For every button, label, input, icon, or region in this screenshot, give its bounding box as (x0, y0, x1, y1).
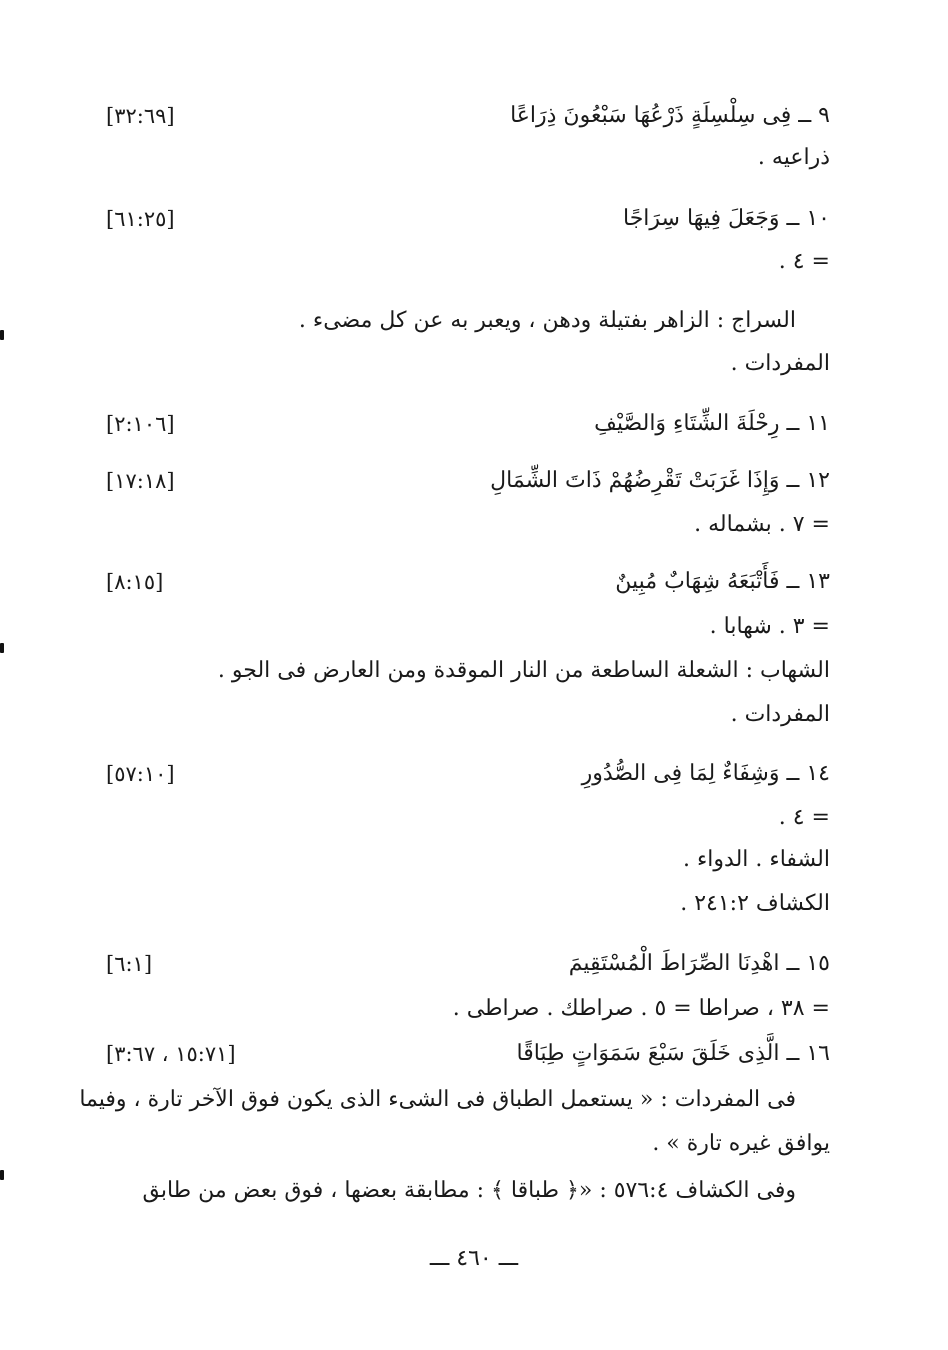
entry-10-ref: [٦١:٢٥] (106, 207, 175, 231)
entry-9-ref: [٣٢:٦٩] (106, 104, 175, 128)
entry-14-count-text: = ٤ . (778, 805, 830, 830)
page-number: ـــ ٤٦٠ ـــ (429, 1246, 519, 1271)
entry-10-source-text: المفردات . (730, 351, 830, 376)
entry-9-text: ٩ ــ فِى سِلْسِلَةٍ ذَرْعُهَا سَبْعُونَ ذِرَاعًا (510, 103, 830, 128)
entry-13-definition-text: الشهاب : الشعلة الساطعة من النار الموقدة ومن العارض فى الجو . (217, 658, 830, 683)
scan-mark (0, 643, 4, 653)
entry-14-definition-text: الشفاء . الدواء . (682, 847, 830, 872)
entry-12-count-text: = ٧ . بشماله . (694, 512, 830, 537)
entry-16-text: ١٦ ــ الَّذِى خَلَقَ سَبْعَ سَمَوَاتٍ طِبَاقًا (516, 1041, 830, 1066)
entry-14-ref: [٥٧:١٠] (106, 762, 175, 786)
entry-11-text: ١١ ــ رِحْلَةَ الشِّتَاءِ وَالصَّيْفِ (594, 411, 830, 436)
entry-15-text: ١٥ ــ اهْدِنَا الصِّرَاطَ الْمُسْتَقِيمَ (568, 951, 830, 976)
entry-15-ref: [٦:١] (106, 952, 153, 976)
entry-13-text: ١٣ ــ فَأَتْبَعَهُ شِهَابٌ مُبِينٌ (615, 569, 830, 594)
entry-15-count-text: = ٣٨ ، صراطا = ٥ . صراطك . صراطى . (452, 996, 830, 1021)
entry-10-text: ١٠ ــ وَجَعَلَ فِيهَا سِرَاجًا (623, 206, 830, 231)
entry-11-ref: [٢:١٠٦] (106, 412, 175, 436)
entry-13-count-text: = ٣ . شهابا . (709, 614, 830, 639)
entry-16-quote-cont-text: يوافق غيره تارة » . (652, 1131, 830, 1156)
entry-16-quote-text: فى المفردات : « يستعمل الطباق فى الشىء الذى يكون فوق الآخر تارة ، وفيما (79, 1087, 796, 1112)
entry-14-source-text: الكشاف ٢٤١:٢ . (680, 891, 830, 916)
entry-10-count-text: = ٤ . (778, 249, 830, 274)
scan-mark (0, 330, 4, 340)
entry-12-text: ١٢ ــ وَإِذَا غَرَبَتْ تَقْرِضُهُمْ ذَاتَ الشِّمَالِ (490, 468, 830, 493)
entry-12-ref: [١٧:١٨] (106, 469, 175, 493)
entry-16-ref: [٣:٦٧ ، ١٥:٧١] (106, 1042, 236, 1066)
entry-10-definition-text: السراج : الزاهر بفتيلة ودهن ، ويعبر به عن كل مضىء . (298, 308, 796, 333)
entry-9-note-text: ذراعيه . (757, 145, 830, 170)
entry-13-source-text: المفردات . (730, 702, 830, 727)
scan-mark (0, 1170, 4, 1180)
entry-14-text: ١٤ ــ وَشِفَاءٌ لِمَا فِى الصُّدُورِ (581, 761, 830, 786)
entry-13-ref: [٨:١٥] (106, 570, 164, 594)
entry-16-kashshaf-text: وفى الكشاف ٥٧٦:٤ : «﴿ طباقا ﴾ : مطابقة بعضها ، فوق بعض من طابق (142, 1178, 796, 1203)
